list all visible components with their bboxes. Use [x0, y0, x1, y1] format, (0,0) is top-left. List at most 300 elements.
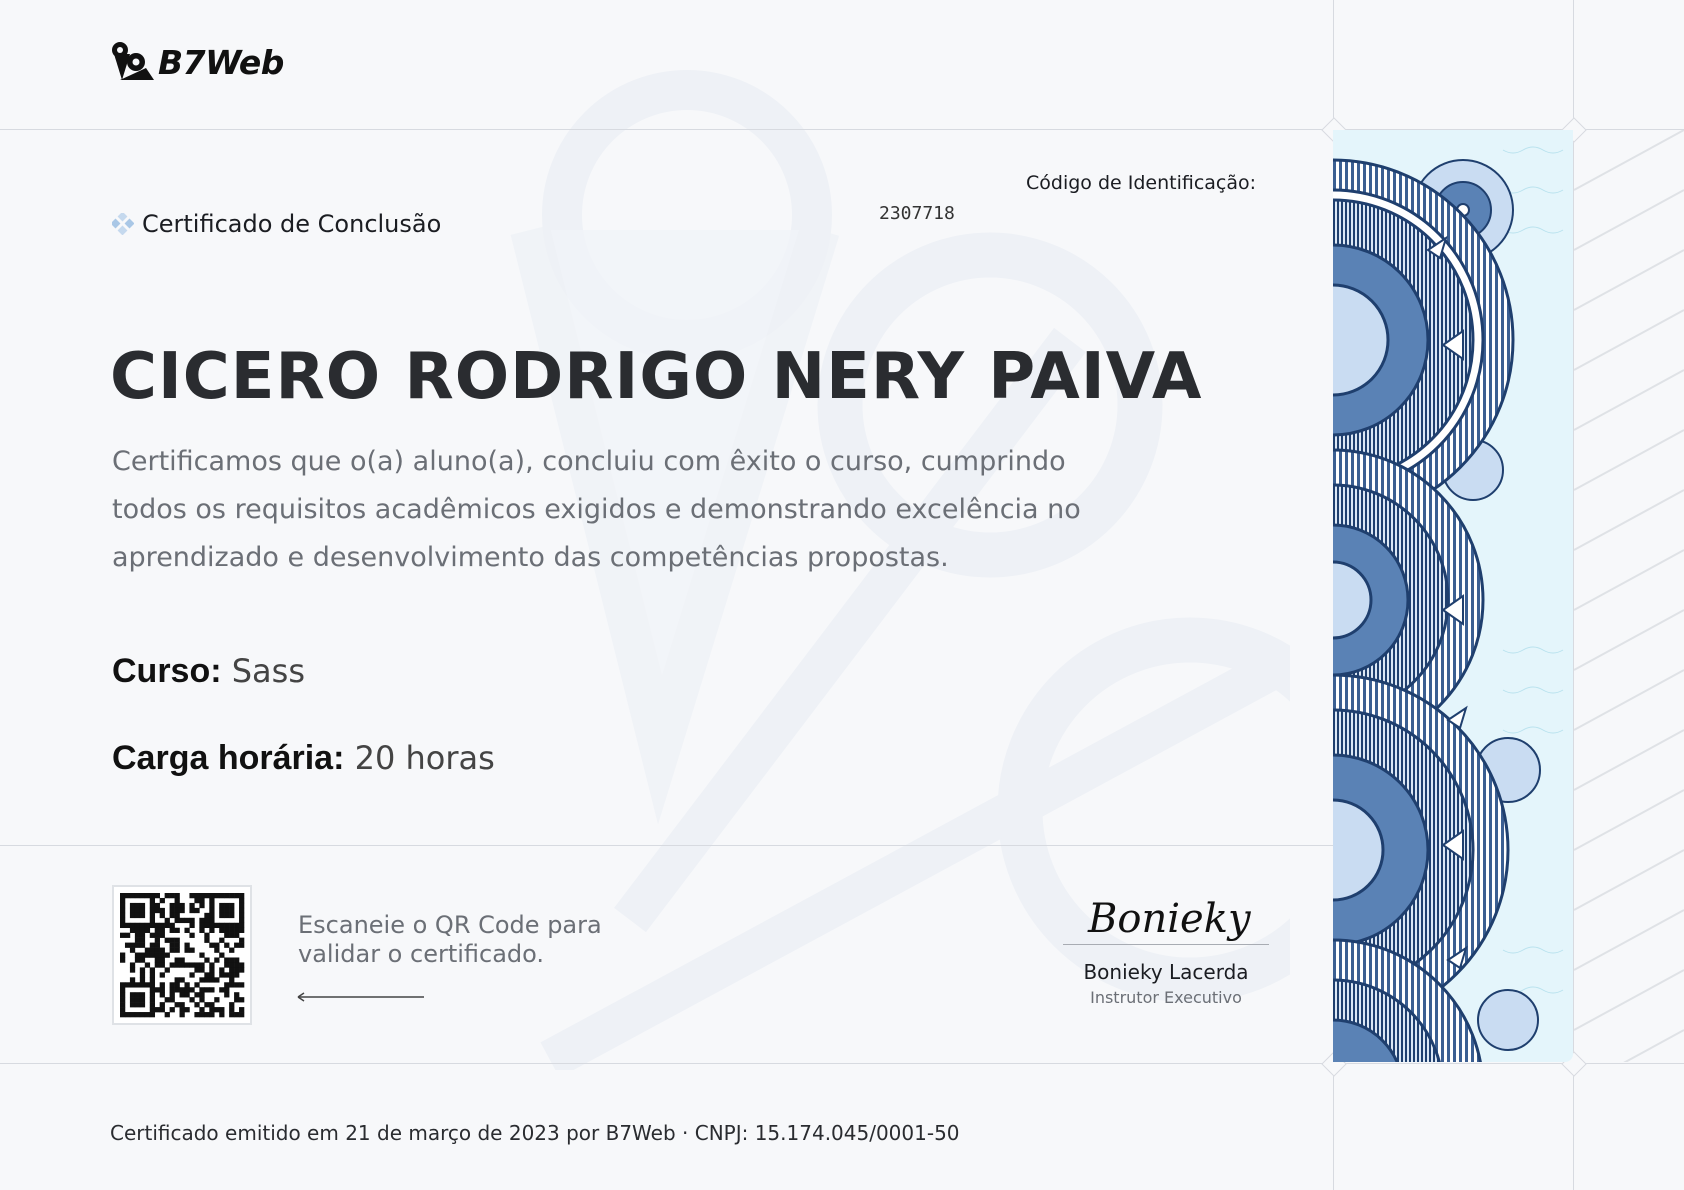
qr-module — [130, 943, 135, 948]
qr-module — [199, 893, 204, 898]
qr-module — [150, 972, 155, 977]
qr-module — [150, 977, 155, 982]
qr-module — [229, 967, 234, 972]
qr-module — [219, 953, 224, 958]
qr-module — [125, 933, 130, 938]
qr-module — [184, 962, 189, 967]
qr-module — [199, 997, 204, 1002]
qr-module — [140, 997, 145, 1002]
qr-module — [184, 943, 189, 948]
brand-logo — [110, 40, 284, 84]
qr-module — [209, 928, 214, 933]
qr-module — [199, 1012, 204, 1017]
qr-module — [224, 962, 229, 967]
qr-module — [229, 1012, 234, 1017]
qr-module — [204, 972, 209, 977]
qr-module — [229, 972, 234, 977]
qr-module — [175, 893, 180, 898]
qr-module — [150, 933, 155, 938]
qr-module — [155, 938, 160, 943]
qr-module — [229, 908, 234, 913]
qr-module — [219, 923, 224, 928]
qr-module — [224, 913, 229, 918]
qr-module — [234, 957, 239, 962]
signature-script: Bonieky — [1088, 896, 1251, 942]
qr-module — [135, 903, 140, 908]
qr-module — [229, 948, 234, 953]
qr-module — [160, 928, 165, 933]
qr-module — [184, 948, 189, 953]
qr-module — [229, 977, 234, 982]
workload-row — [112, 739, 495, 778]
qr-module — [165, 997, 170, 1002]
qr-module — [234, 1012, 239, 1017]
qr-module — [135, 908, 140, 913]
qr-module — [165, 923, 170, 928]
qr-module — [219, 987, 224, 992]
qr-module — [175, 948, 180, 953]
qr-module — [224, 972, 229, 977]
qr-module — [170, 893, 175, 898]
qr-module — [239, 943, 244, 948]
qr-module — [184, 982, 189, 987]
qr-module — [140, 967, 145, 972]
qr-module — [140, 977, 145, 982]
qr-module — [219, 1007, 224, 1012]
b7web-logo-icon — [110, 40, 156, 84]
qr-module — [135, 992, 140, 997]
qr-module — [130, 923, 135, 928]
qr-module — [135, 933, 140, 938]
qr-module — [150, 967, 155, 972]
qr-module — [150, 893, 155, 898]
qr-module — [204, 938, 209, 943]
qr-module — [170, 903, 175, 908]
qr-module — [189, 908, 194, 913]
qr-module — [175, 938, 180, 943]
signature-image — [1064, 888, 1264, 958]
qr-module — [199, 953, 204, 958]
qr-module — [175, 1002, 180, 1007]
qr-module — [120, 957, 125, 962]
qr-module — [180, 1012, 185, 1017]
qr-module — [224, 933, 229, 938]
qr-module — [199, 918, 204, 923]
qr-module — [219, 913, 224, 918]
qr-module — [170, 943, 175, 948]
qr-module — [150, 898, 155, 903]
qr-module — [199, 977, 204, 982]
qr-code-image — [114, 887, 250, 1023]
qr-module — [170, 908, 175, 913]
qr-module — [199, 903, 204, 908]
qr-module — [130, 948, 135, 953]
qr-module — [170, 938, 175, 943]
course-value: Sass — [231, 652, 305, 690]
qr-module — [239, 967, 244, 972]
qr-module — [140, 923, 145, 928]
qr-module — [160, 957, 165, 962]
qr-module — [175, 977, 180, 982]
qr-module — [155, 928, 160, 933]
qr-module — [184, 928, 189, 933]
qr-module — [145, 923, 150, 928]
qr-module — [204, 1002, 209, 1007]
qr-module — [224, 903, 229, 908]
qr-module — [239, 982, 244, 987]
qr-module — [175, 908, 180, 913]
qr-module — [194, 1002, 199, 1007]
diagonal-stripes-pattern — [1574, 130, 1684, 1062]
qr-module — [229, 893, 234, 898]
qr-module — [170, 992, 175, 997]
qr-module — [155, 957, 160, 962]
arrow-left-icon — [296, 990, 426, 1004]
qr-module — [234, 997, 239, 1002]
qr-module — [130, 903, 135, 908]
qr-module — [120, 953, 125, 958]
qr-module — [194, 962, 199, 967]
qr-module — [130, 1012, 135, 1017]
qr-module — [229, 913, 234, 918]
qr-module — [155, 1007, 160, 1012]
qr-module — [125, 893, 130, 898]
workload-value: 20 horas — [354, 739, 495, 777]
qr-module — [120, 923, 125, 928]
qr-module — [120, 898, 125, 903]
qr-module — [239, 893, 244, 898]
qr-module — [180, 918, 185, 923]
qr-module — [209, 1012, 214, 1017]
qr-module — [234, 943, 239, 948]
qr-module — [140, 908, 145, 913]
qr-module — [189, 923, 194, 928]
qr-module — [199, 1007, 204, 1012]
qr-module — [234, 982, 239, 987]
qr-module — [229, 928, 234, 933]
qr-module — [229, 1002, 234, 1007]
qr-module — [229, 982, 234, 987]
qr-module — [155, 923, 160, 928]
qr-module — [214, 997, 219, 1002]
qr-module — [229, 957, 234, 962]
qr-module — [135, 943, 140, 948]
qr-module — [160, 972, 165, 977]
qr-module — [180, 987, 185, 992]
qr-module — [160, 933, 165, 938]
qr-module — [224, 987, 229, 992]
qr-module — [160, 992, 165, 997]
qr-module — [130, 928, 135, 933]
qr-module — [170, 913, 175, 918]
qr-module — [229, 903, 234, 908]
qr-module — [209, 1002, 214, 1007]
qr-module — [234, 992, 239, 997]
qr-module — [199, 992, 204, 997]
qr-module — [204, 933, 209, 938]
qr-module — [120, 1012, 125, 1017]
qr-module — [120, 992, 125, 997]
brand-name: B7Web — [158, 42, 284, 82]
qr-module — [140, 928, 145, 933]
qr-module — [130, 1002, 135, 1007]
qr-module — [170, 997, 175, 1002]
qr-module — [120, 903, 125, 908]
qr-module — [239, 908, 244, 913]
qr-module — [150, 1007, 155, 1012]
qr-module — [160, 908, 165, 913]
qr-module — [120, 982, 125, 987]
qr-module — [150, 982, 155, 987]
workload-label: Carga horária: — [112, 739, 345, 777]
qr-module — [130, 908, 135, 913]
qr-module — [140, 972, 145, 977]
qr-module — [170, 923, 175, 928]
qr-module — [189, 987, 194, 992]
qr-module — [150, 1012, 155, 1017]
course-row — [112, 652, 305, 691]
qr-module — [155, 962, 160, 967]
qr-module — [135, 1002, 140, 1007]
qr-module — [209, 923, 214, 928]
qr-module — [239, 903, 244, 908]
qr-module — [224, 957, 229, 962]
qr-module — [194, 967, 199, 972]
qr-module — [234, 933, 239, 938]
qr-module — [140, 938, 145, 943]
qr-module — [194, 908, 199, 913]
qr-module — [145, 948, 150, 953]
qr-module — [234, 893, 239, 898]
qr-module — [175, 913, 180, 918]
qr-module — [130, 962, 135, 967]
qr-module — [224, 928, 229, 933]
qr-module — [120, 1007, 125, 1012]
qr-module — [155, 943, 160, 948]
qr-module — [125, 982, 130, 987]
qr-module — [155, 933, 160, 938]
qr-module — [125, 923, 130, 928]
qr-module — [120, 918, 125, 923]
qr-module — [229, 933, 234, 938]
qr-module — [155, 953, 160, 958]
diamond-cluster-icon — [112, 213, 134, 235]
qr-module — [130, 997, 135, 1002]
qr-module — [160, 982, 165, 987]
footer-divider — [0, 1063, 1684, 1064]
qr-module — [135, 997, 140, 1002]
qr-module — [199, 962, 204, 967]
qr-module — [120, 997, 125, 1002]
qr-module — [180, 992, 185, 997]
qr-module — [175, 957, 180, 962]
qr-module — [140, 1002, 145, 1007]
qr-module — [125, 1012, 130, 1017]
qr-module — [160, 948, 165, 953]
qr-module — [165, 1012, 170, 1017]
qr-module — [130, 982, 135, 987]
qr-module — [184, 992, 189, 997]
qr-module — [204, 1012, 209, 1017]
qr-module — [130, 992, 135, 997]
qr-module — [189, 893, 194, 898]
qr-module — [175, 918, 180, 923]
qr-module — [189, 903, 194, 908]
qr-module — [189, 972, 194, 977]
qr-module — [155, 893, 160, 898]
qr-module — [189, 962, 194, 967]
qr-module — [209, 918, 214, 923]
qr-module — [194, 982, 199, 987]
qr-module — [165, 893, 170, 898]
qr-module — [135, 913, 140, 918]
qr-module — [194, 992, 199, 997]
qr-module — [239, 918, 244, 923]
qr-module — [194, 898, 199, 903]
qr-module — [130, 967, 135, 972]
qr-module — [234, 972, 239, 977]
certificate-type-label: Certificado de Conclusão — [142, 210, 442, 238]
qr-module — [150, 997, 155, 1002]
qr-module — [155, 948, 160, 953]
qr-module — [199, 987, 204, 992]
qr-module — [155, 987, 160, 992]
course-label: Curso: — [112, 652, 222, 690]
qr-module — [180, 908, 185, 913]
qr-module — [209, 977, 214, 982]
qr-module — [120, 893, 125, 898]
qr-module — [234, 962, 239, 967]
qr-module — [170, 928, 175, 933]
qr-module — [140, 933, 145, 938]
qr-module — [150, 923, 155, 928]
qr-module — [239, 1012, 244, 1017]
qr-module — [180, 1002, 185, 1007]
qr-module — [234, 967, 239, 972]
qr-module — [219, 972, 224, 977]
qr-module — [234, 923, 239, 928]
qr-module — [150, 1002, 155, 1007]
qr-module — [239, 923, 244, 928]
qr-module — [160, 987, 165, 992]
qr-module — [199, 928, 204, 933]
qr-module — [120, 908, 125, 913]
qr-module — [160, 1007, 165, 1012]
qr-module — [150, 903, 155, 908]
qr-module — [224, 982, 229, 987]
qr-module — [125, 943, 130, 948]
qr-module — [219, 928, 224, 933]
qr-module — [209, 893, 214, 898]
qr-module — [140, 992, 145, 997]
qr-module — [209, 967, 214, 972]
qr-module — [239, 913, 244, 918]
qr-module — [184, 987, 189, 992]
qr-module — [199, 923, 204, 928]
qr-module — [219, 938, 224, 943]
qr-module — [145, 953, 150, 958]
qr-module — [120, 933, 125, 938]
qr-module — [214, 948, 219, 953]
qr-module — [130, 913, 135, 918]
qr-module — [150, 913, 155, 918]
qr-module — [150, 992, 155, 997]
footer-issuance-info: Certificado emitido em 21 de março de 2023 por B7Web · CNPJ: 15.174.045/0001-50 — [110, 1121, 960, 1145]
qr-module — [150, 918, 155, 923]
qr-module — [204, 987, 209, 992]
qr-module — [204, 957, 209, 962]
qr-module — [209, 972, 214, 977]
qr-module — [160, 898, 165, 903]
qr-module — [204, 913, 209, 918]
qr-module — [180, 903, 185, 908]
qr-module — [150, 908, 155, 913]
qr-module — [234, 928, 239, 933]
qr-module — [175, 987, 180, 992]
qr-module — [180, 957, 185, 962]
qr-module — [145, 928, 150, 933]
qr-module — [214, 893, 219, 898]
qr-module — [184, 918, 189, 923]
identification-code-label: Código de Identificação: — [1026, 172, 1257, 194]
qr-module — [189, 997, 194, 1002]
qr-module — [239, 898, 244, 903]
qr-module — [239, 997, 244, 1002]
qr-module — [219, 893, 224, 898]
qr-module — [150, 943, 155, 948]
qr-module — [224, 893, 229, 898]
qr-module — [170, 962, 175, 967]
qr-module — [209, 913, 214, 918]
qr-module — [135, 982, 140, 987]
qr-module — [214, 977, 219, 982]
qr-module — [135, 957, 140, 962]
qr-code[interactable] — [112, 885, 252, 1025]
identification-code-value: 2307718 — [879, 203, 955, 224]
qr-module — [165, 953, 170, 958]
qr-module — [239, 1007, 244, 1012]
qr-module — [219, 908, 224, 913]
qr-module — [175, 962, 180, 967]
qr-module — [160, 953, 165, 958]
qr-module — [155, 908, 160, 913]
certificate-type — [112, 210, 441, 238]
qr-module — [170, 1007, 175, 1012]
qr-module — [150, 987, 155, 992]
qr-module — [170, 982, 175, 987]
qr-module — [239, 962, 244, 967]
qr-module — [150, 953, 155, 958]
qr-module — [219, 967, 224, 972]
qr-module — [160, 962, 165, 967]
qr-module — [170, 948, 175, 953]
qr-module — [160, 913, 165, 918]
qr-module — [180, 977, 185, 982]
qr-module — [209, 903, 214, 908]
qr-module — [175, 943, 180, 948]
qr-module — [140, 913, 145, 918]
qr-module — [120, 1002, 125, 1007]
qr-module — [135, 923, 140, 928]
qr-module — [209, 908, 214, 913]
qr-module — [219, 903, 224, 908]
qr-module — [194, 1012, 199, 1017]
qr-module — [165, 967, 170, 972]
qr-module — [135, 1012, 140, 1017]
qr-module — [140, 903, 145, 908]
qr-module — [199, 898, 204, 903]
qr-module — [219, 1012, 224, 1017]
